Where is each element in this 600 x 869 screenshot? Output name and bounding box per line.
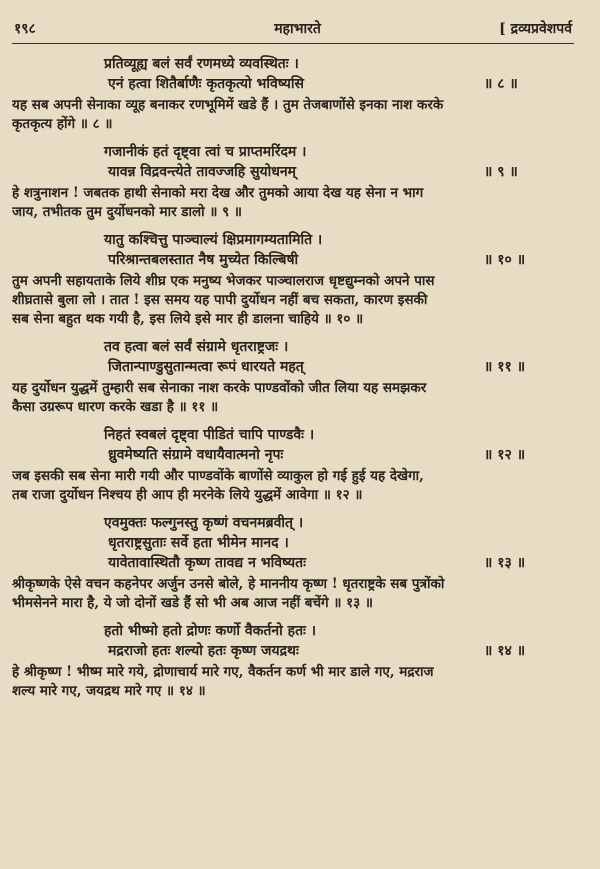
verse-line-text: परिश्रान्तबलस्तात नैष मुच्येत किल्बिषी <box>108 252 299 268</box>
hindi-translation <box>12 575 574 613</box>
book-title: महाभारते <box>274 21 321 37</box>
hindi-translation <box>12 96 574 134</box>
verse-line <box>104 621 574 641</box>
verse-line-text: मद्रराजो हतः शल्यो हतः कृष्ण जयद्रथः <box>108 643 299 659</box>
verse-block <box>12 337 574 417</box>
translation-line: यह सब अपनी सेनाका व्यूह बनाकर रणभूमिमें खडे हैं । तुम तेजबाणोंसे इनका नाश करके <box>12 97 444 113</box>
verse-line-text: धृतराष्ट्रसुताः सर्वे हता भीमेन मानद । <box>108 535 289 551</box>
sanskrit-verse <box>12 54 574 94</box>
verse-line <box>104 337 574 357</box>
translation-line: हे श्रीकृष्ण ! भीष्म मारे गये, द्रोणाचार्य मारे गए, वैकर्तन कर्ण भी मार डाले गए, मद्रराज <box>12 664 434 680</box>
verse-line <box>104 162 574 182</box>
verse-line-text: प्रतिव्यूह्य बलं सर्वं रणमध्ये व्यवस्थितः । <box>104 56 299 72</box>
verse-block <box>12 142 574 222</box>
translation-line: यह दुर्योधन युद्धमें तुम्हारी सब सेनाका नाश करके पाण्डवोंको जीत लिया यह समझकर <box>12 380 427 396</box>
verse-block <box>12 621 574 701</box>
sanskrit-verse <box>12 230 574 270</box>
verse-line-text: यातु कश्चित्तु पाञ्चाल्यं क्षिप्रमागम्यतामिति । <box>104 232 323 248</box>
verse-line-text: निहतं स्वबलं दृष्ट्वा पीडितं चापि पाण्डवैः । <box>104 427 315 443</box>
page-content <box>12 44 574 701</box>
hindi-translation <box>12 663 574 701</box>
verse-number: ॥ १० ॥ <box>484 252 526 268</box>
hindi-translation <box>12 467 574 505</box>
verse-line-text: हतो भीष्मो हतो द्रोणः कर्णो वैकर्तनो हतः । <box>104 623 317 639</box>
verse-line-text: यावन्न विद्रवन्त्येते तावज्जहि सुयोधनम् <box>108 164 297 180</box>
verse-line <box>104 142 574 162</box>
translation-line: शल्य मारे गए, जयद्रथ मारे गए ॥ १४ ॥ <box>12 683 206 699</box>
verse-line <box>104 425 574 445</box>
verse-line <box>104 74 574 94</box>
verse-line <box>104 533 574 553</box>
verse-number: ॥ १२ ॥ <box>484 447 526 463</box>
hindi-translation <box>12 379 574 417</box>
hindi-translation <box>12 272 574 329</box>
verse-number: ॥ ९ ॥ <box>484 164 518 180</box>
verse-line-text: एवमुक्तः फल्गुनस्तु कृष्णं वचनमब्रवीत् । <box>104 515 304 531</box>
translation-line: सब सेना बहुत थक गयी है, इस लिये इसे मार ही डालना चाहिये ॥ १० ॥ <box>12 311 364 327</box>
translation-line: शीघ्रतासे बुला लो । तात ! इस समय यह पापी दुर्योधन नहीं बच सकता, कारण इसकी <box>12 292 428 308</box>
sanskrit-verse <box>12 425 574 465</box>
translation-line: कृतकृत्य होंगे ॥ ८ ॥ <box>12 116 113 132</box>
translation-line: भीमसेनने मारा है, ये जो दोनों खडे हैं सो भी अब आज नहीं बचेंगे ॥ १३ ॥ <box>12 595 373 611</box>
translation-line: कैसा उग्ररूप धारण करके खडा है ॥ ११ ॥ <box>12 399 219 415</box>
verse-number: ॥ १४ ॥ <box>484 643 526 659</box>
translation-line: श्रीकृष्णके ऐसे वचन कहनेपर अर्जुन उनसे बोले, हे माननीय कृष्ण ! धृतराष्ट्रके सब पुत्रोंको <box>12 576 445 592</box>
verse-line <box>104 357 574 377</box>
verse-line <box>104 513 574 533</box>
sanskrit-verse <box>12 337 574 377</box>
verse-line <box>104 250 574 270</box>
verse-line-text: ध्रुवमेष्यति संग्रामे वधायैवात्मनो नृपः <box>108 447 284 463</box>
verse-line-text: यावेतावास्थितौ कृष्ण तावद्य न भविष्यतः <box>108 555 306 571</box>
translation-line: जाय, तभीतक तुम दुर्योधनको मार डालो ॥ ९ ॥ <box>12 204 242 220</box>
page-header <box>12 0 574 44</box>
hindi-translation <box>12 184 574 222</box>
verse-number: ॥ ११ ॥ <box>484 359 526 375</box>
translation-line: जब इसकी सब सेना मारी गयी और पाण्डवोंके बाणोंसे व्याकुल हो गई हुई यह देखेगा, <box>12 468 424 484</box>
verse-line-text: एनं हत्वा शितैर्बाणैः कृतकृत्यो भविष्यसि <box>108 76 304 92</box>
verse-block <box>12 425 574 505</box>
verse-line <box>104 230 574 250</box>
translation-line: हे शत्रुनाशन ! जबतक हाथी सेनाको मरा देख और तुमको आया देख यह सेना न भाग <box>12 185 424 201</box>
verse-line <box>104 641 574 661</box>
verse-line-text: तव हत्वा बलं सर्वं संग्रामे धृतराष्ट्रजः । <box>104 339 289 355</box>
verse-block <box>12 513 574 613</box>
verse-number: ॥ १३ ॥ <box>484 555 526 571</box>
sanskrit-verse <box>12 142 574 182</box>
verse-line-text: जितान्पाण्डुसुतान्मत्वा रूपं धारयते महत् <box>108 359 304 375</box>
translation-line: तुम अपनी सहायताके लिये शीघ्र एक मनुष्य भेजकर पाञ्चालराज धृष्टद्युम्नको अपने पास <box>12 273 435 289</box>
sanskrit-verse <box>12 513 574 573</box>
verse-line <box>104 553 574 573</box>
verse-line-text: गजानीकं हतं दृष्ट्वा त्वां च प्राप्तमरिंदम । <box>104 144 307 160</box>
page-number: १९८ <box>14 21 36 37</box>
verse-block <box>12 230 574 329</box>
verse-line <box>104 54 574 74</box>
verse-block <box>12 54 574 134</box>
verse-line <box>104 445 574 465</box>
sanskrit-verse <box>12 621 574 661</box>
translation-line: तब राजा दुर्योधन निश्चय ही आप ही मरनेके लिये युद्धमें आवेगा ॥ १२ ॥ <box>12 487 363 503</box>
verse-number: ॥ ८ ॥ <box>484 76 518 92</box>
section-title: [ द्रव्यप्रवेशपर्व <box>499 21 572 37</box>
